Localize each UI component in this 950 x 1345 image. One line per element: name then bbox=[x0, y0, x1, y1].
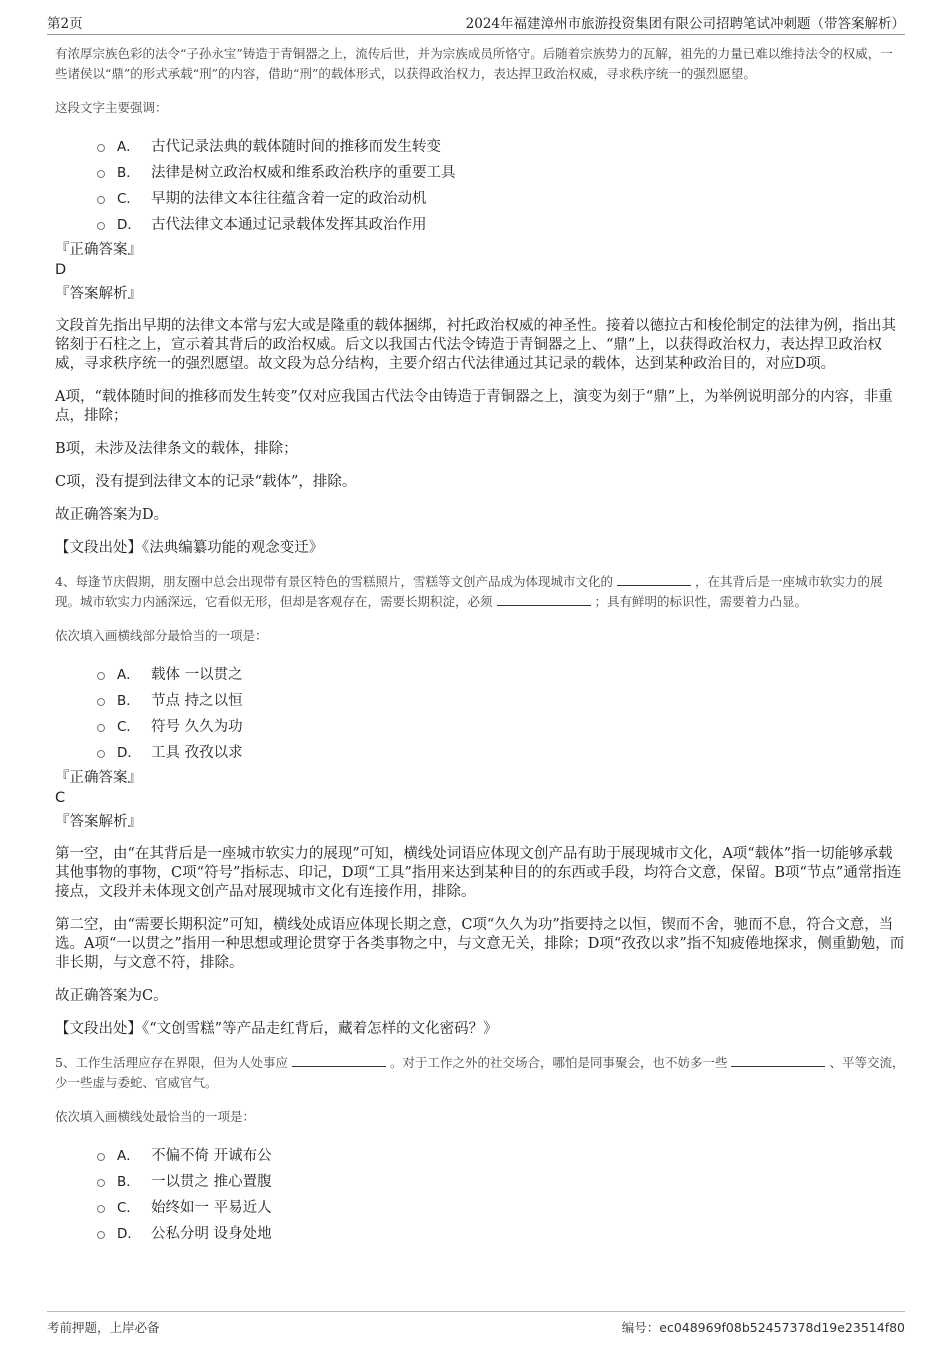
fill-blank bbox=[292, 1054, 386, 1067]
option-a[interactable]: A． 古代记录法典的载体随时间的推移而发生转变 bbox=[97, 132, 905, 158]
option-d[interactable]: D． 工具 孜孜以求 bbox=[97, 738, 905, 764]
page-header bbox=[47, 12, 905, 35]
question-4-options bbox=[97, 660, 905, 764]
option-a[interactable]: A． 不偏不倚 开诚布公 bbox=[97, 1141, 905, 1167]
footer-slogan: 考前押题，上岸必备 bbox=[47, 1320, 160, 1335]
radio-icon[interactable] bbox=[97, 1153, 105, 1161]
radio-icon[interactable] bbox=[97, 144, 105, 152]
question-5-options bbox=[97, 1141, 905, 1245]
document-code: 编号：ec048969f08b52457378d19e23514f80 bbox=[621, 1320, 905, 1335]
fill-blank bbox=[731, 1054, 825, 1067]
correct-answer-label: 『正确答案』 bbox=[55, 770, 142, 786]
option-d[interactable]: D． 公私分明 设身处地 bbox=[97, 1219, 905, 1245]
analysis-paragraph: 第一空，由“在其背后是一座城市软实力的展现”可知，横线处词语应体现文创产品有助于展现城市文化，A项“载体”指一切能够承载其他事物的事物，C项“符号”指标志、印记，D项“工具”指用来达到某种目的的东西或手段，均符合文意，保留。B项“节点”通常指连接点，文段并未体现文创产品对展现城市文化有连接作用，排除。 bbox=[55, 846, 902, 900]
question-3-options bbox=[97, 132, 905, 236]
page-footer bbox=[47, 1311, 905, 1336]
analysis-paragraph: 文段首先指出早期的法律文本常与宏大或是隆重的载体捆绑，衬托政治权威的神圣性。接着以德拉古和梭伦制定的法律为例，指出其铭刻于石柱之上，宣示着其背后的政治权威。后文以我国古代法令铸造于青铜器之上、“鼎”上，以获得政治权力，表达捍卫政治权威，寻求秩序统一的强烈愿望。故文段为总分结构，主要介绍古代法律通过其记录的载体，达到某种政治目的，对应D项。 bbox=[55, 318, 896, 372]
analysis-conclusion: 故正确答案为D。 bbox=[55, 507, 169, 523]
analysis-conclusion: 故正确答案为C。 bbox=[55, 988, 168, 1004]
radio-icon[interactable] bbox=[97, 672, 105, 680]
question-3-stem: 有浓厚宗族色彩的法令“子孙永宝”铸造于青铜器之上，流传后世，并为宗族成员所恪守。后随着宗族势力的瓦解，祖先的力量已难以维持法令的权威，一些诸侯以“鼎”的形式承载“刑”的内容，借助“刑”的载体形式，以获得政治权力，表达捍卫政治权威，寻求秩序统一的强烈愿望。 bbox=[55, 46, 893, 81]
analysis-label: 『答案解析』 bbox=[55, 814, 142, 830]
fill-blank bbox=[497, 593, 591, 606]
option-d[interactable]: D． 古代法律文本通过记录载体发挥其政治作用 bbox=[97, 210, 905, 236]
option-a[interactable]: A． 载体 一以贯之 bbox=[97, 660, 905, 686]
option-c[interactable]: C． 始终如一 平易近人 bbox=[97, 1193, 905, 1219]
radio-icon[interactable] bbox=[97, 724, 105, 732]
radio-icon[interactable] bbox=[97, 1231, 105, 1239]
option-c[interactable]: C． 符号 久久为功 bbox=[97, 712, 905, 738]
analysis-paragraph: A项，“载体随时间的推移而发生转变”仅对应我国古代法令由铸造于青铜器之上，演变为刻于“鼎”上，为举例说明部分的内容，非重点，排除； bbox=[55, 389, 893, 424]
question-5-prompt: 依次填入画横线处最恰当的一项是： bbox=[55, 1109, 256, 1124]
analysis-paragraph: 第二空，由“需要长期积淀”可知，横线处成语应体现长期之意，C项“久久为功”指要持之以恒，锲而不舍，驰而不息，符合文意，当选。A项“一以贯之”指用一种思想或理论贯穿于各类事物之中，与文意无关，排除；D项“孜孜以求”指不知疲倦地探求，侧重勤勉，而非长期，与文意不符，排除。 bbox=[55, 917, 905, 971]
question-3-prompt: 这段文字主要强调： bbox=[55, 100, 168, 115]
option-b[interactable]: B． 一以贯之 推心置腹 bbox=[97, 1167, 905, 1193]
analysis-paragraph: C项，没有提到法律文本的记录“载体”，排除。 bbox=[55, 474, 357, 490]
radio-icon[interactable] bbox=[97, 750, 105, 758]
radio-icon[interactable] bbox=[97, 1179, 105, 1187]
question-4-prompt: 依次填入画横线部分最恰当的一项是： bbox=[55, 628, 268, 643]
radio-icon[interactable] bbox=[97, 222, 105, 230]
fill-blank bbox=[617, 573, 691, 586]
radio-icon[interactable] bbox=[97, 196, 105, 204]
option-b[interactable]: B． 节点 持之以恒 bbox=[97, 686, 905, 712]
analysis-paragraph: B项，未涉及法律条文的载体，排除； bbox=[55, 441, 298, 457]
option-b[interactable]: B． 法律是树立政治权威和维系政治秩序的重要工具 bbox=[97, 158, 905, 184]
radio-icon[interactable] bbox=[97, 1205, 105, 1213]
document-title: 2024年福建漳州市旅游投资集团有限公司招聘笔试冲刺题（带答案解析） bbox=[465, 16, 905, 32]
passage-source: 【文段出处】《“文创雪糕”等产品走红背后，藏着怎样的文化密码？》 bbox=[55, 1021, 498, 1037]
question-3 bbox=[55, 44, 905, 558]
correct-answer: C bbox=[55, 790, 66, 806]
page-number: 第2页 bbox=[47, 16, 83, 32]
question-5 bbox=[55, 1053, 905, 1245]
question-4-stem: 4、每逢节庆假期，朋友圈中总会出现带有景区特色的雪糕照片，雪糕等文创产品成为体现城市文化的 ，在其背后是一座城市软实力的展现。城市软实力内涵深远，它看似无形，但却是客观存在，需要长期积淀，必须 ；具有鲜明的标识性，需要着力凸显。 bbox=[55, 574, 883, 609]
radio-icon[interactable] bbox=[97, 170, 105, 178]
correct-answer-label: 『正确答案』 bbox=[55, 242, 142, 258]
correct-answer: D bbox=[55, 262, 67, 278]
analysis-label: 『答案解析』 bbox=[55, 286, 142, 302]
question-5-stem: 5、工作生活理应存在界限，但为人处事应 。对于工作之外的社交场合，哪怕是同事聚会，也不妨多一些 、平等交流，少一些虚与委蛇、官威官气。 bbox=[55, 1055, 905, 1090]
passage-source: 【文段出处】《法典编纂功能的观念变迁》 bbox=[55, 540, 324, 556]
page-content bbox=[55, 40, 905, 1245]
question-4 bbox=[55, 572, 905, 1039]
option-c[interactable]: C． 早期的法律文本往往蕴含着一定的政治动机 bbox=[97, 184, 905, 210]
radio-icon[interactable] bbox=[97, 698, 105, 706]
